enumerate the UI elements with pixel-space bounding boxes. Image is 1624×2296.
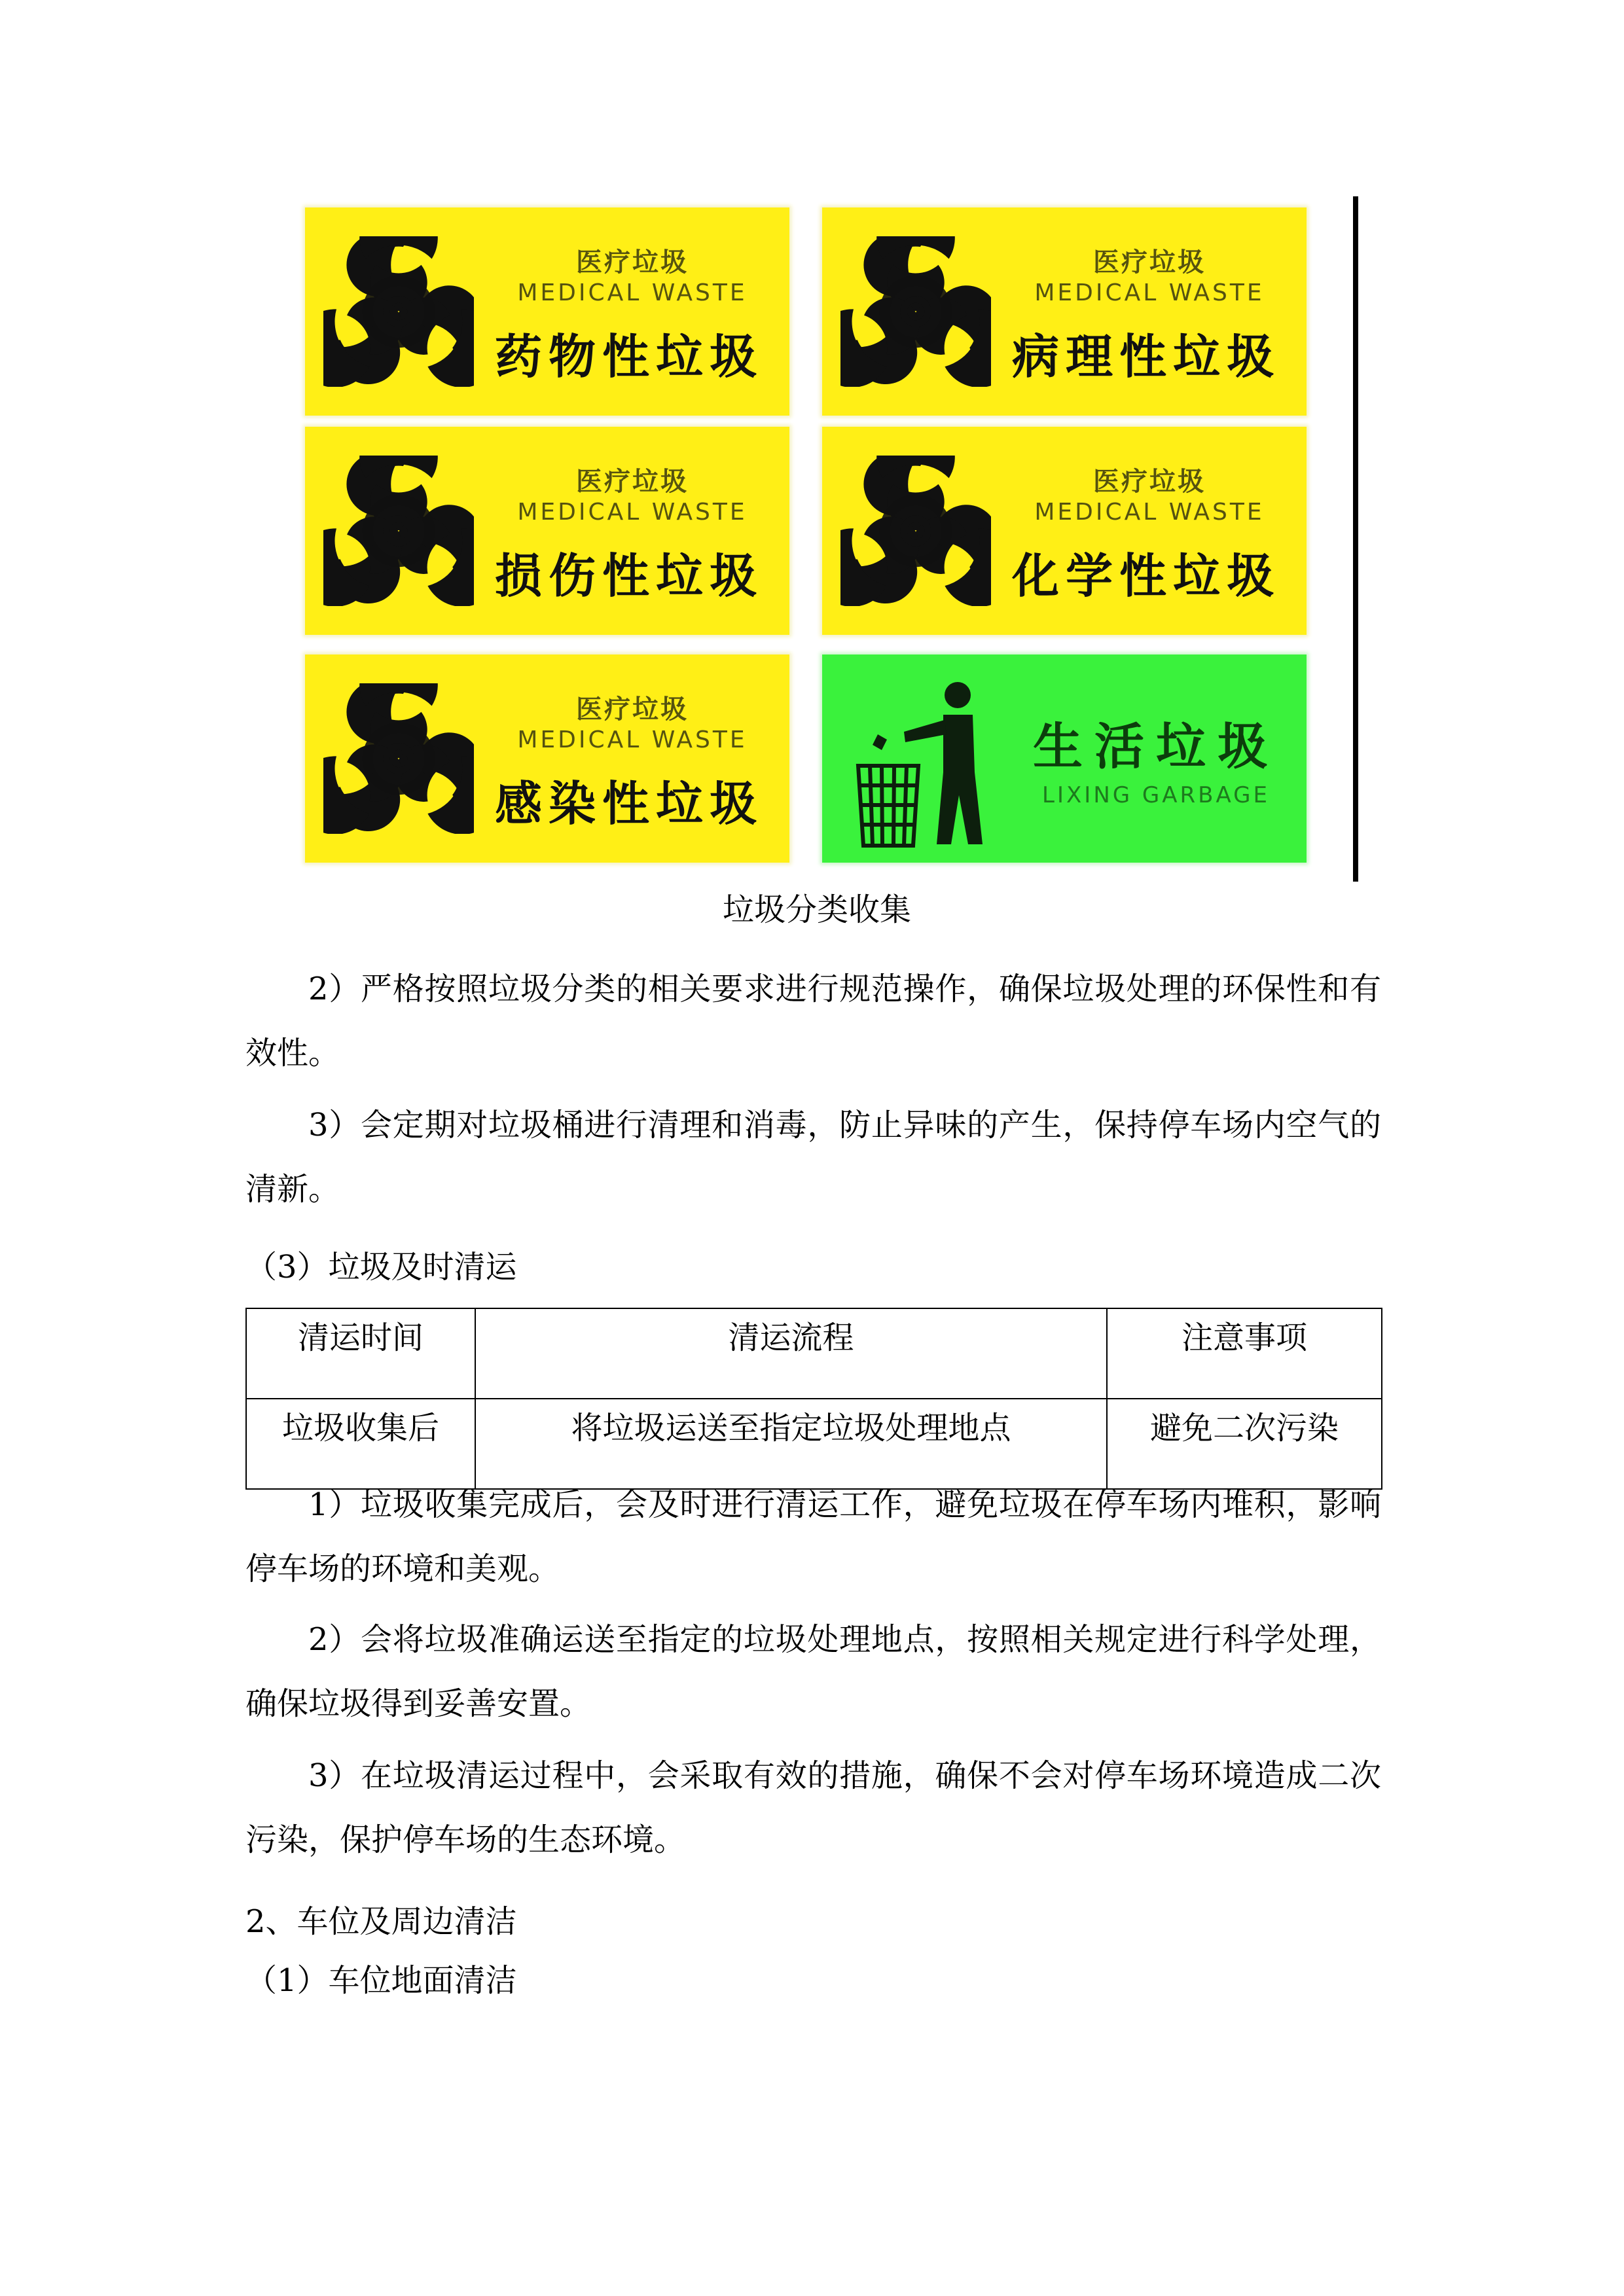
waste-signs-figure	[268, 196, 1365, 882]
figure-border-line	[1353, 196, 1358, 882]
sign-title: 化学性垃圾	[1011, 548, 1280, 603]
table-header-cell: 注意事项	[1107, 1308, 1382, 1399]
table-header-cell: 清运流程	[475, 1308, 1107, 1399]
paragraph-text: 2）会将垃圾准确运送至指定的垃圾处理地点，按照相关规定进行科学处理，确保垃圾得到妥善安置。	[245, 1621, 1381, 1722]
table-cell: 将垃圾运送至指定垃圾处理地点	[475, 1399, 1107, 1489]
table-header-row	[246, 1308, 1382, 1399]
sign-subtitle-cn: 医疗垃圾	[1093, 467, 1206, 497]
paragraph-text: 3）在垃圾清运过程中，会采取有效的措施，确保不会对停车场环境造成二次污染，保护停车场的生态环境。	[245, 1757, 1381, 1858]
table-cell: 避免二次污染	[1107, 1399, 1382, 1489]
sign-title: 病理性垃圾	[1011, 329, 1280, 384]
cleanup-table	[245, 1308, 1382, 1490]
section-heading: 2、车位及周边清洁	[245, 1903, 517, 1940]
paragraph	[245, 1607, 1381, 1736]
figure-caption: 垃圾分类收集	[722, 891, 911, 928]
sign-title: 感染性垃圾	[494, 776, 763, 831]
biohazard-icon	[323, 683, 474, 834]
sign-subtitle-en: LIXING GARBAGE	[1042, 782, 1270, 808]
paragraph	[245, 1744, 1381, 1872]
biohazard-icon	[840, 236, 991, 387]
table-header-cell: 清运时间	[246, 1308, 475, 1399]
paragraph-text: 3）会定期对垃圾桶进行清理和消毒，防止异味的产生，保持停车场内空气的清新。	[245, 1107, 1381, 1208]
biohazard-icon	[323, 456, 474, 606]
sign-pharmaceutical-waste	[305, 207, 789, 416]
paragraph	[245, 1473, 1381, 1601]
sign-subtitle-cn: 医疗垃圾	[576, 467, 689, 497]
sign-infectious-waste	[305, 655, 789, 863]
sign-subtitle-en: MEDICAL WASTE	[1034, 499, 1265, 526]
sign-chemical-waste	[822, 427, 1307, 635]
sign-subtitle-cn: 医疗垃圾	[576, 694, 689, 725]
sign-subtitle-cn: 医疗垃圾	[576, 247, 689, 278]
subsection-heading: （1）车位地面清洁	[245, 1962, 517, 1999]
sign-pathological-waste	[822, 207, 1307, 416]
sign-title: 生活垃圾	[1033, 717, 1279, 776]
sign-subtitle-en: MEDICAL WASTE	[517, 726, 748, 753]
section-heading: （3）垃圾及时清运	[245, 1249, 517, 1285]
paragraph-text: 1）垃圾收集完成后，会及时进行清运工作，避免垃圾在停车场内堆积，影响停车场的环境和美观。	[245, 1486, 1381, 1587]
sign-subtitle-en: MEDICAL WASTE	[517, 499, 748, 526]
paragraph	[245, 957, 1381, 1085]
sign-title: 损伤性垃圾	[494, 548, 763, 603]
sign-subtitle-en: MEDICAL WASTE	[517, 279, 748, 306]
sign-domestic-garbage	[822, 655, 1307, 863]
table-cell: 垃圾收集后	[246, 1399, 475, 1489]
trash-bin-person-icon	[845, 674, 1015, 851]
sign-title: 药物性垃圾	[494, 329, 763, 384]
sign-subtitle-en: MEDICAL WASTE	[1034, 279, 1265, 306]
paragraph	[245, 1093, 1381, 1221]
paragraph-text: 2）严格按照垃圾分类的相关要求进行规范操作，确保垃圾处理的环保性和有效性。	[245, 971, 1381, 1071]
sign-subtitle-cn: 医疗垃圾	[1093, 247, 1206, 278]
sign-sharps-waste	[305, 427, 789, 635]
biohazard-icon	[840, 456, 991, 606]
biohazard-icon	[323, 236, 474, 387]
